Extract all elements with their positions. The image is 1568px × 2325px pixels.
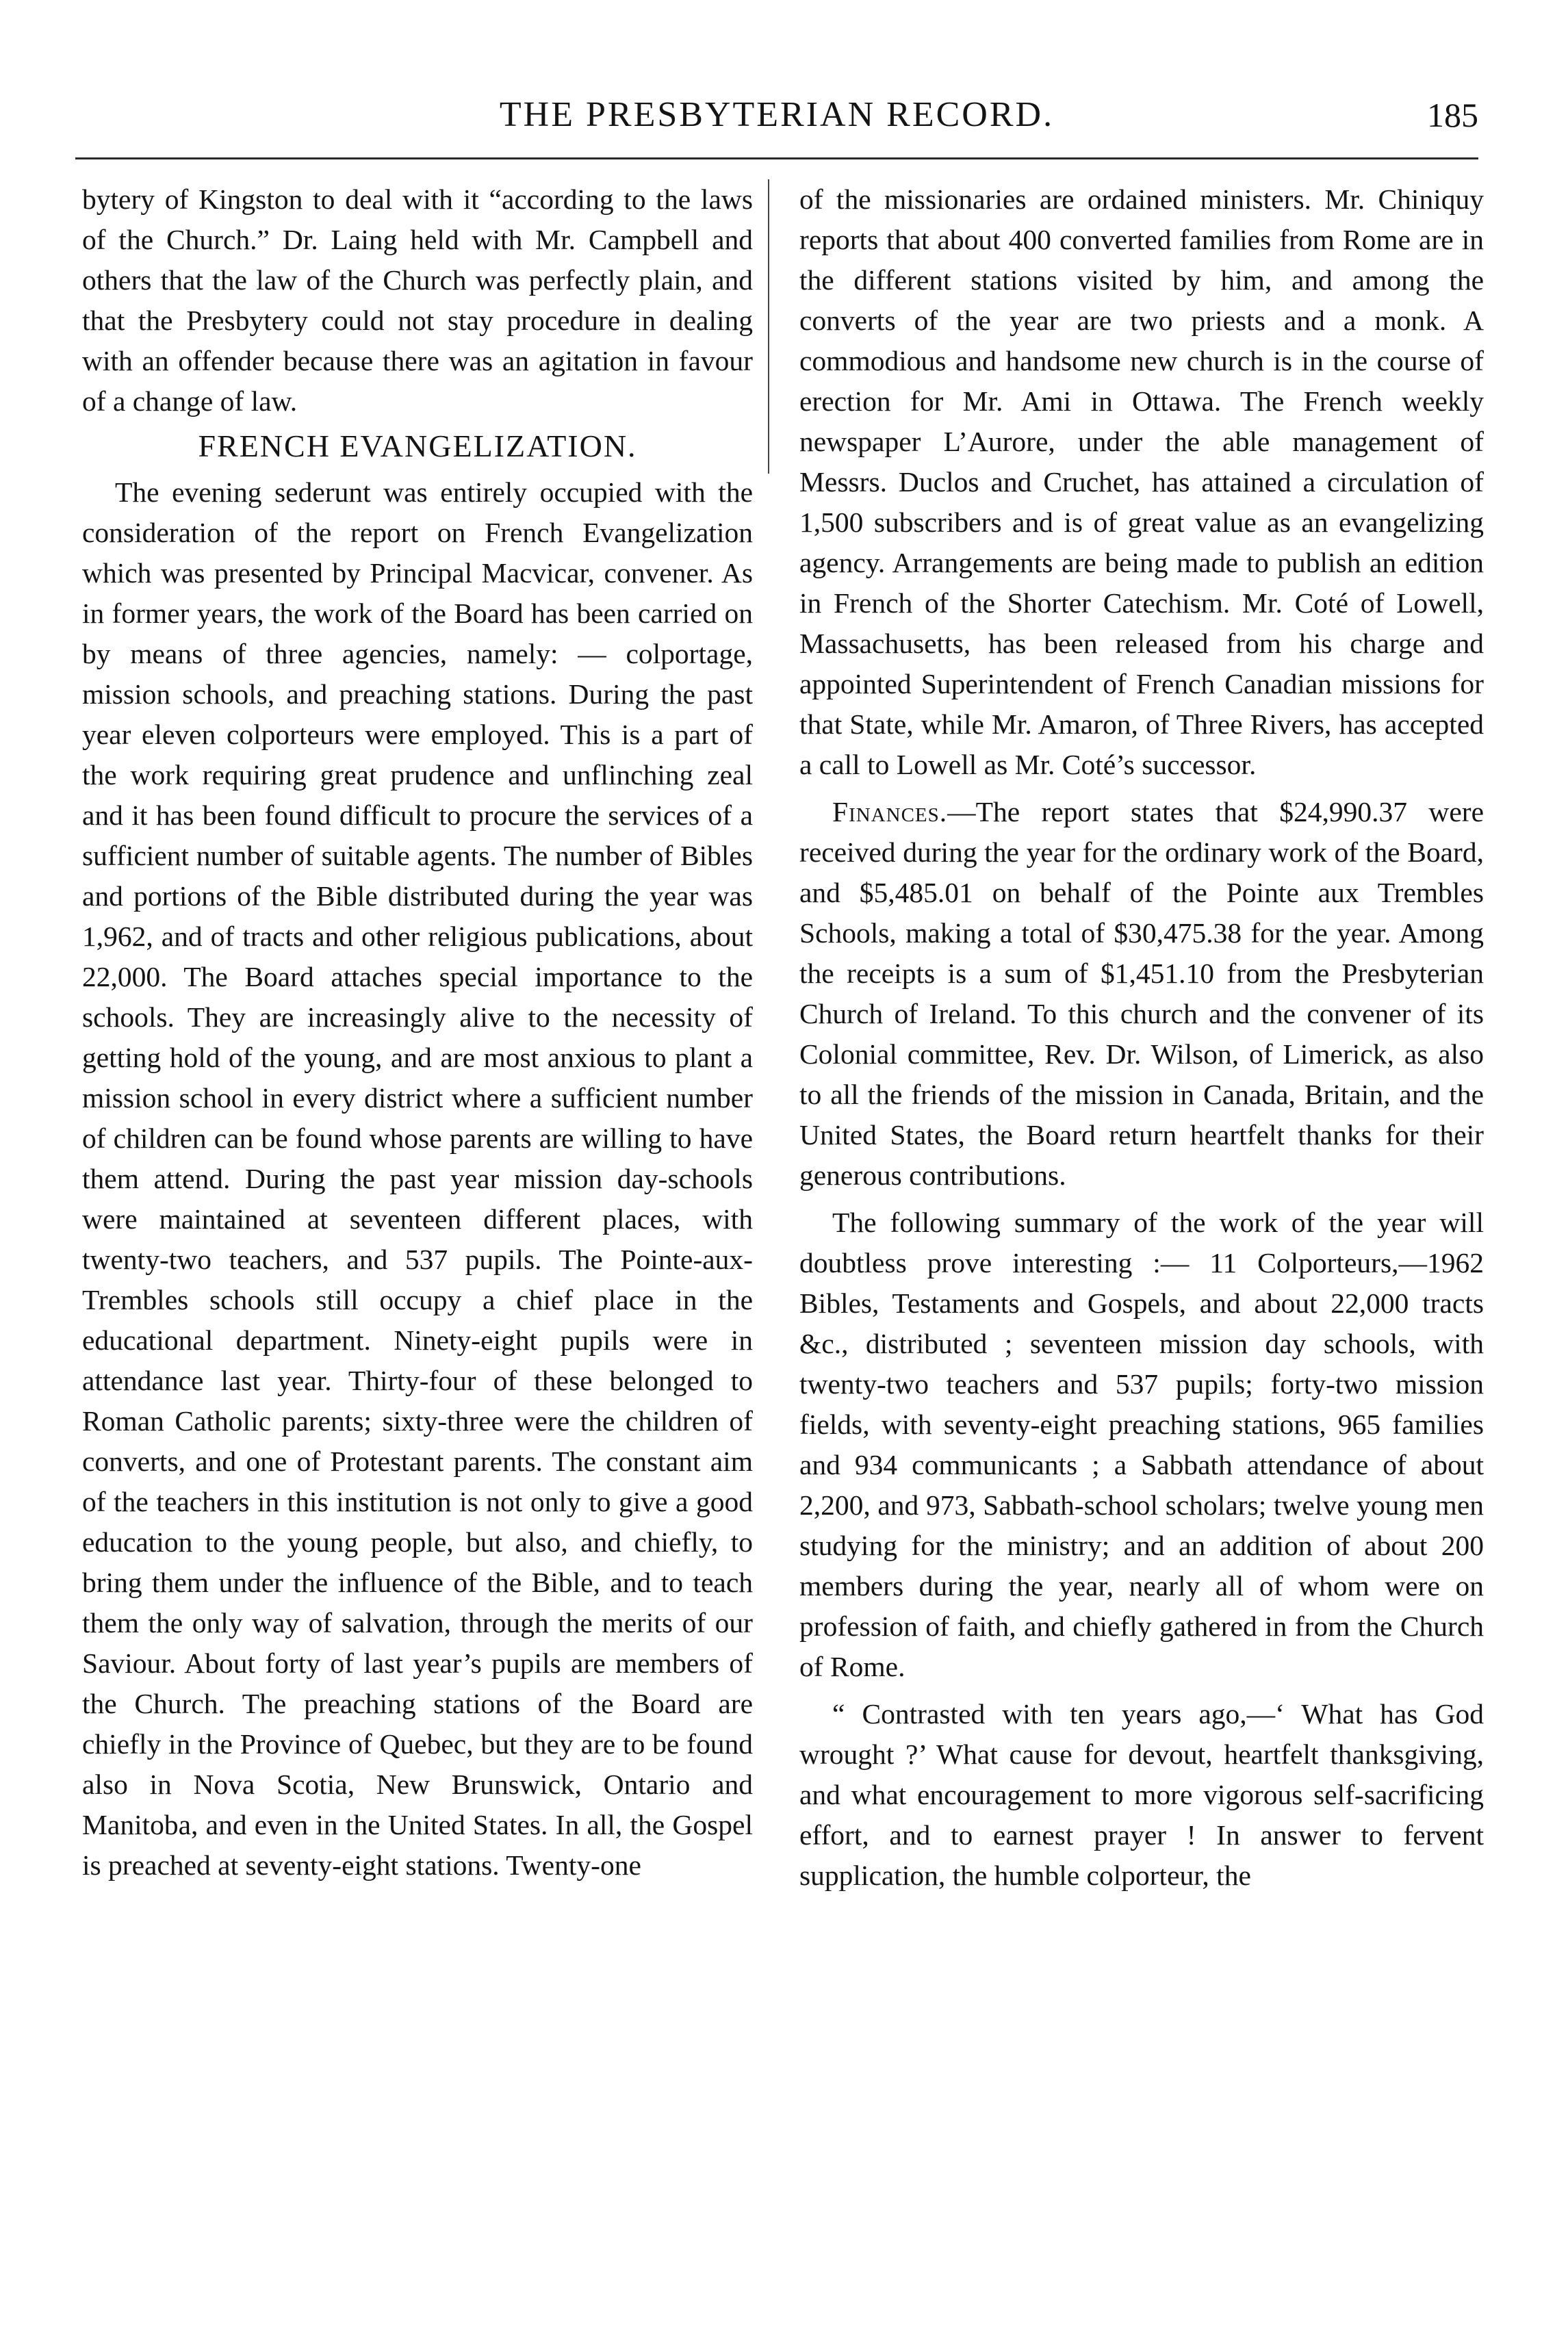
missionaries-paragraph: of the missionaries are ordained ministers. Mr. Chiniquy reports that about 400 converted families from Rome are in the different stations visited by him, and among the converts of the year are two priests and a monk. A commodious and handsome new church is in the course of erection for Mr. Ami in Ottawa. The French weekly newspaper L’Aurore, under the able management of Messrs. Duclos and Cruchet, has attained a circulation of 1,500 subscribers and is of great value as an evangelizing agency. Arrangements are being made to publish an edition in French of the Shorter Catechism. Mr. Coté of Lowell, Massachusetts, has been released from his charge and appointed Superintendent of French Canadian missions for that State, while Mr. Amaron, of Three Rivers, has accepted a call to Lowell as Mr. Coté’s successor.	[799, 183, 1484, 780]
finances-text: —The report states that $24,990.37 were received during the year for the ordinary work of the Board, and $5,485.01 on behalf of the Pointe aux Trembles Schools, making a total of $30,475.38 for the year. Among the receipts is a sum of $1,451.10 from the Presbyterian Church of Ireland. To this church and the convener of its Colonial committee, Rev. Dr. Wilson, of Limerick, as also to all the friends of the mission in Canada, Britain, and the United States, the Board return heartfelt thanks for their generous contributions.	[799, 796, 1484, 1191]
right-column	[799, 179, 1484, 1896]
finances-side-head: Finances.	[832, 796, 948, 827]
left-column	[82, 179, 753, 1886]
evangelization-paragraph: The evening sederunt was entirely occupied with the consideration of the report on French Evangelization which was presented by Principal Macvicar, convener. As in former years, the work of the Board has been carried on by means of three agencies, namely: — colportage, mission schools, and preaching stations. During the past year eleven colporteurs were employed. This is a part of the work requiring great prudence and unflinching zeal and it has been found difficult to procure the services of a sufficient number of suitable agents. The number of Bibles and portions of the Bible distributed during the year was 1,962, and of tracts and other religious publications, about 22,000. The Board attaches special importance to the schools. They are increasingly alive to the necessity of getting hold of the young, and are most anxious to plant a mission school in every district where a sufficient number of children can be found whose parents are willing to have them attend. During the past year mission day-schools were maintained at seventeen different places, with twenty-two teachers, and 537 pupils. The Pointe-aux-Trembles schools still occupy a chief place in the educational department. Ninety-eight pupils were in attendance last year. Thirty-four of these belonged to Roman Catholic parents; sixty-three were the children of converts, and one of Protestant parents. The constant aim of the teachers in this institution is not only to give a good education to the young people, but also, and chiefly, to bring them under the influence of the Bible, and to teach them the only way of salvation, through the merits of our Saviour. About forty of last year’s pupils are members of the Church. The preaching stations of the Board are chiefly in the Province of Quebec, but they are to be found also in Nova Scotia, New Brunswick, Ontario and Manitoba, and even in the United States. In all, the Gospel is preached at seventy-eight stations. Twenty-one	[82, 476, 753, 1881]
finances-paragraph	[799, 792, 1484, 1196]
continued-paragraph: bytery of Kingston to deal with it “according to the laws of the Church.” Dr. Laing held with Mr. Campbell and others that the law of the Church was perfectly plain, and that the Presbytery could not stay procedure in dealing with an offender because there was an agitation in favour of a change of law.	[82, 183, 753, 417]
section-heading: FRENCH EVANGELIZATION.	[198, 428, 637, 463]
header-rule	[75, 157, 1478, 159]
journal-title: THE PRESBYTERIAN RECORD.	[499, 95, 1055, 134]
column-divider	[768, 179, 769, 474]
summary-paragraph: The following summary of the work of the year will doubtless prove interesting :— 11 Colporteurs,—1962 Bibles, Testaments and Gospels, and about 22,000 tracts &c., distributed ; seventeen mission day schools, with twenty-two teachers and 537 pupils; forty-two mission fields, with seventy-eight preaching stations, 965 families and 934 communicants ; a Sabbath attendance of about 2,200, and 973, Sabbath-school scholars; twelve young men studying for the ministry; and an addition of about 200 members during the year, nearly all of whom were on profession of faith, and chiefly gathered in from the Church of Rome.	[799, 1207, 1484, 1682]
quotation-paragraph: “ Contrasted with ten years ago,—‘ What has God wrought ?’ What cause for devout, heartfelt thanksgiving, and what encouragement to more vigorous self-sacrificing effort, and to earnest prayer ! In answer to fervent supplication, the humble colporteur, the	[799, 1698, 1484, 1891]
running-header	[75, 88, 1478, 142]
page-number: 185	[1427, 96, 1478, 134]
